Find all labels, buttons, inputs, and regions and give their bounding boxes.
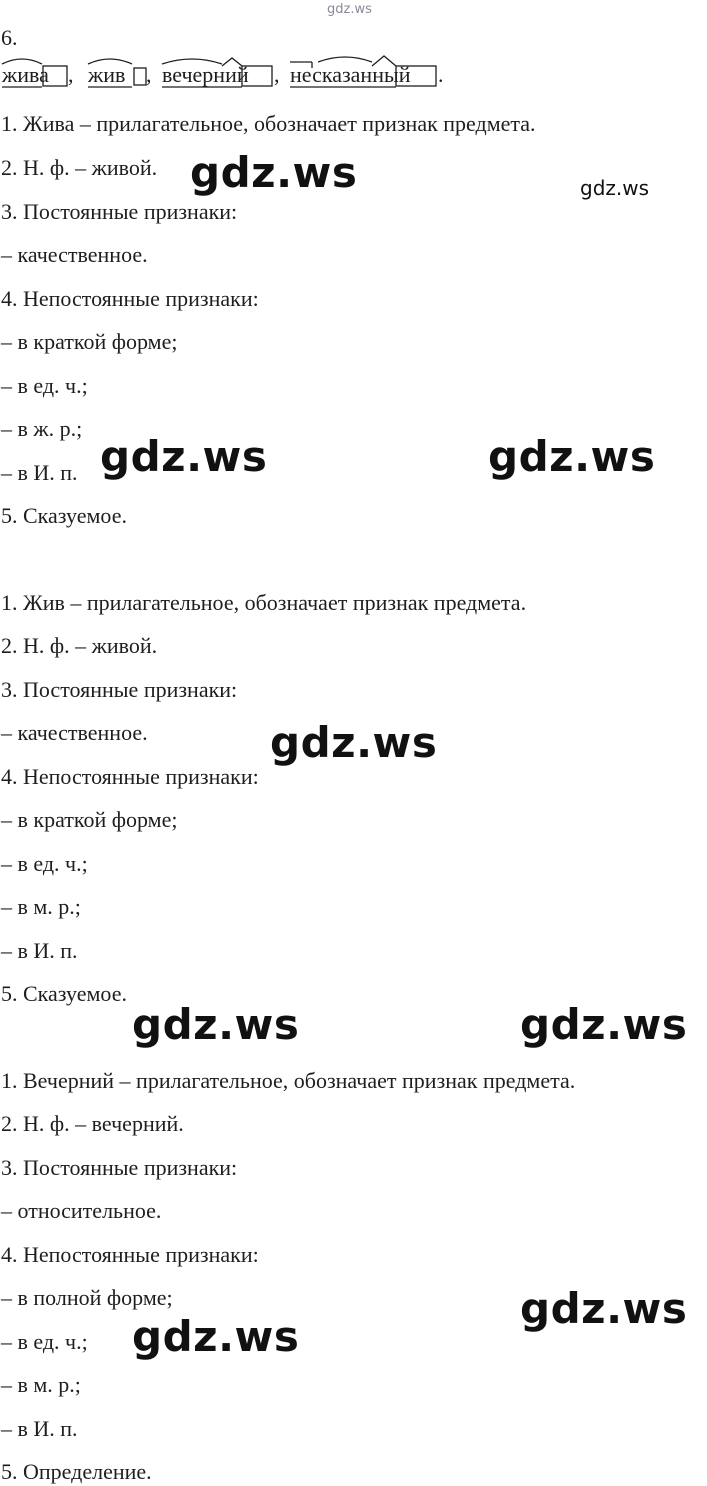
morpheme-analysis xyxy=(0,52,470,92)
watermark: gdz.ws xyxy=(520,1000,688,1049)
block3-line8: – в м. р.; xyxy=(1,1372,81,1397)
task-number: 6. xyxy=(1,25,18,50)
watermark: gdz.ws xyxy=(100,432,268,481)
svg-text:несказанный: несказанный xyxy=(290,62,411,87)
block2-line9: – в И. п. xyxy=(1,938,78,963)
block2-line10: 5. Сказуемое. xyxy=(1,981,127,1006)
block1-line2: 2. Н. ф. – живой. xyxy=(1,155,158,180)
block2-line4: – качественное. xyxy=(1,720,148,745)
watermark: gdz.ws xyxy=(270,718,438,767)
site-watermark-top: gdz.ws xyxy=(327,2,372,17)
block2-line5: 4. Непостоянные признаки: xyxy=(1,764,259,789)
block3-line2: 2. Н. ф. – вечерний. xyxy=(1,1111,184,1136)
block3-line3: 3. Постоянные признаки: xyxy=(1,1155,238,1180)
block2-line7: – в ед. ч.; xyxy=(1,851,88,876)
morpheme-word-1 xyxy=(1,59,74,87)
block3-line4: – относительное. xyxy=(1,1198,162,1223)
watermark: gdz.ws xyxy=(488,432,656,481)
block1-line4: – качественное. xyxy=(1,242,148,267)
svg-text:жив: жив xyxy=(88,62,126,87)
block3-line1: 1. Вечерний – прилагательное, обозначает признак предмета. xyxy=(1,1068,576,1093)
svg-text:вечерний: вечерний xyxy=(162,62,249,87)
morpheme-word-3 xyxy=(162,58,280,87)
block3-line5: 4. Непостоянные признаки: xyxy=(1,1242,259,1267)
block2-line2: 2. Н. ф. – живой. xyxy=(1,633,158,658)
morpheme-word-4 xyxy=(290,56,444,87)
block3-line6: – в полной форме; xyxy=(1,1285,173,1310)
watermark: gdz.ws xyxy=(132,1000,300,1049)
block1-line10: 5. Сказуемое. xyxy=(1,503,127,528)
block1-line9: – в И. п. xyxy=(1,460,78,485)
morpheme-word-text: жива xyxy=(2,62,49,87)
block3-line10: 5. Определение. xyxy=(1,1459,152,1484)
watermark: gdz.ws xyxy=(132,1312,300,1361)
svg-text:.: . xyxy=(438,62,444,87)
block2-line8: – в м. р.; xyxy=(1,894,81,919)
watermark: gdz.ws xyxy=(190,148,358,197)
block1-line8: – в ж. р.; xyxy=(1,416,83,441)
block1-line1: 1. Жива – прилагательное, обозначает признак предмета. xyxy=(1,111,536,136)
morpheme-word-2 xyxy=(87,59,152,87)
block3-line7: – в ед. ч.; xyxy=(1,1329,88,1354)
block1-line7: – в ед. ч.; xyxy=(1,373,88,398)
svg-text:,: , xyxy=(274,62,280,87)
block3-line9: – в И. п. xyxy=(1,1416,78,1441)
morpheme-separator: , xyxy=(68,62,74,87)
watermark: gdz.ws xyxy=(580,176,650,200)
block1-line6: – в краткой форме; xyxy=(1,329,178,354)
block1-line5: 4. Непостоянные признаки: xyxy=(1,286,259,311)
watermark: gdz.ws xyxy=(520,1284,688,1333)
block1-line3: 3. Постоянные признаки: xyxy=(1,199,238,224)
block2-line3: 3. Постоянные признаки: xyxy=(1,677,238,702)
block2-line6: – в краткой форме; xyxy=(1,807,178,832)
block2-line1: 1. Жив – прилагательное, обозначает признак предмета. xyxy=(1,590,527,615)
svg-text:,: , xyxy=(146,62,152,87)
